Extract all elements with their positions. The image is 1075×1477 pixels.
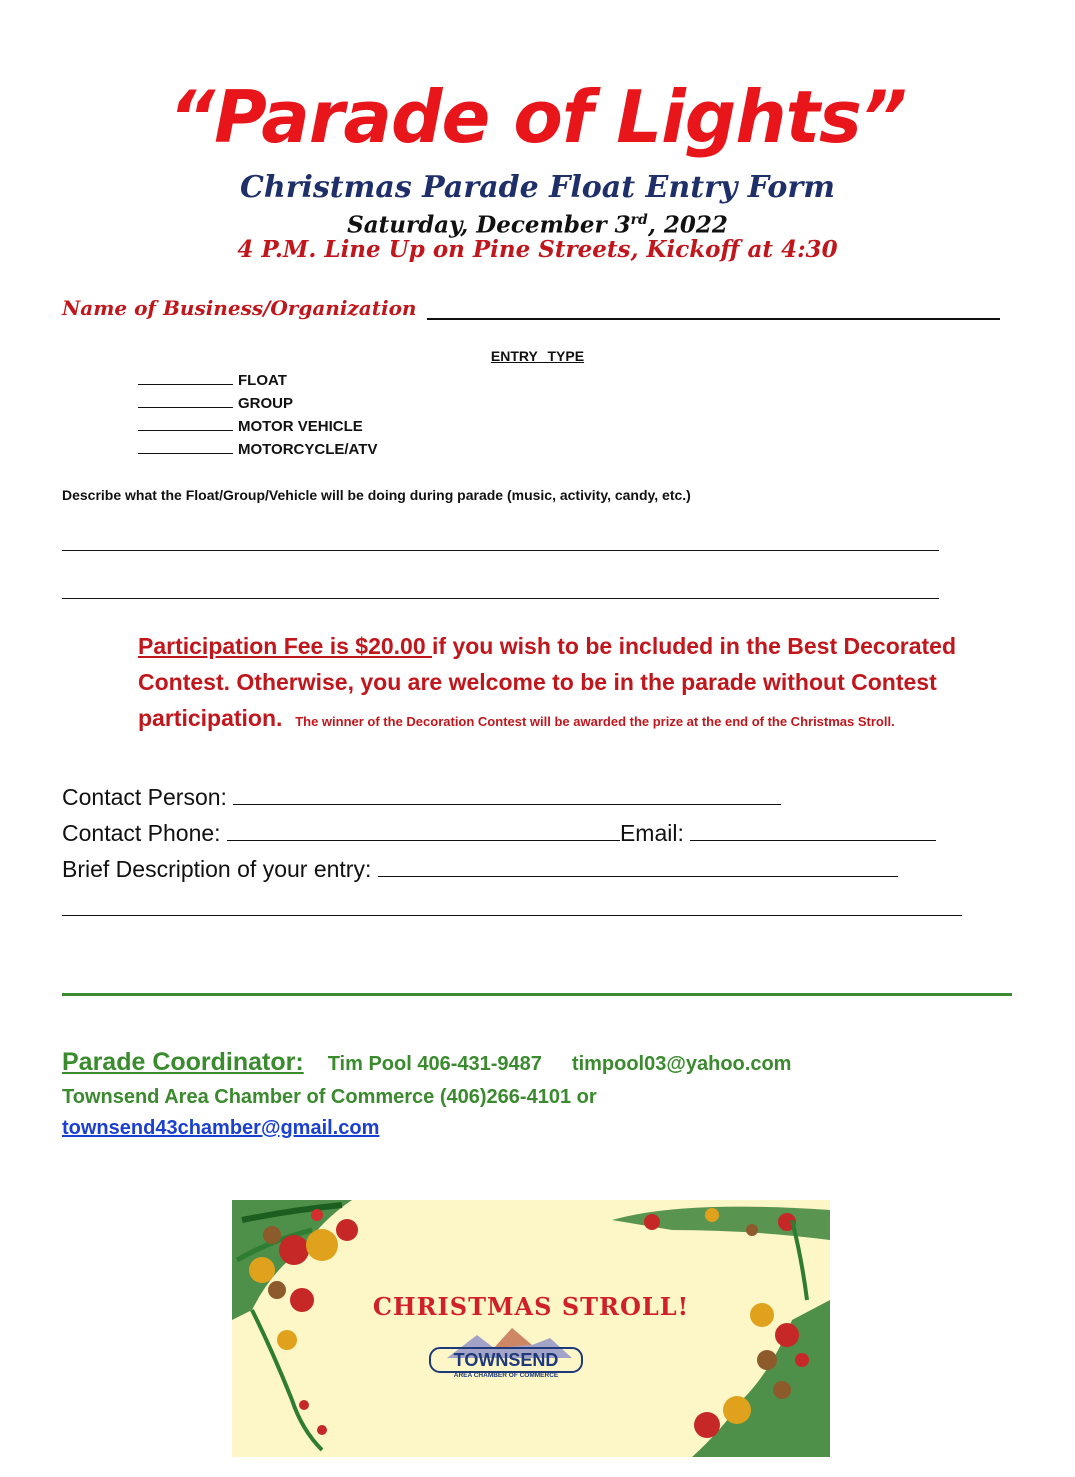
event-date-year: , 2022 — [647, 211, 728, 239]
form-subtitle: Christmas Parade Float Entry Form — [240, 170, 835, 205]
describe-label: Describe what the Float/Group/Vehicle will be doing during parade (music, activity, candy, etc.) — [62, 487, 691, 503]
townsend-logo-subtitle: AREA CHAMBER OF COMMERCE — [453, 1372, 559, 1379]
page-title: “Parade of Lights” — [168, 75, 907, 159]
entry-type-heading: ENTRY TYPE — [490, 348, 585, 364]
event-date-main: Saturday, December 3 — [347, 211, 631, 239]
business-name-row — [62, 294, 1002, 324]
contact-person-label: Contact Person: — [62, 784, 227, 810]
brief-description-line-2[interactable] — [62, 915, 962, 916]
fee-amount: Participation Fee is $20.00 — [138, 633, 433, 659]
coordinator-heading: Parade Coordinator: — [62, 1048, 304, 1076]
contact-person-row — [62, 781, 781, 813]
lineup-time: 4 P.M. Line Up on Pine Streets, Kickoff at 4:30 — [237, 236, 838, 263]
entry-option-blank[interactable] — [138, 393, 233, 408]
coordinator-email: timpool03@yahoo.com — [571, 1053, 792, 1075]
coordinator-name-phone: Tim Pool 406-431-9487 — [327, 1053, 542, 1075]
email-field[interactable] — [690, 820, 936, 841]
contact-person-field[interactable] — [233, 784, 781, 805]
entry-option-label: FLOAT — [238, 372, 287, 389]
entry-option-blank[interactable] — [138, 439, 233, 454]
banner-title: CHRISTMAS STROLL! — [372, 1292, 690, 1321]
fee-description: if you wish to be included in the Best Decorated Contest. Otherwise, you are welcome to be in the parade without Contest participation. — [138, 633, 956, 731]
describe-line-2[interactable] — [62, 598, 939, 599]
business-name-label: Name of Business/Organization — [62, 296, 417, 320]
entry-option-label: GROUP — [238, 395, 294, 412]
entry-option-blank[interactable] — [138, 370, 233, 385]
brief-description-row — [62, 853, 898, 885]
townsend-logo-name: TOWNSEND — [453, 1350, 559, 1370]
entry-option-motorcycle[interactable] — [138, 439, 377, 461]
coordinator-row — [62, 1044, 791, 1084]
contact-phone-label: Contact Phone: — [62, 820, 221, 846]
entry-option-label: MOTOR VEHICLE — [238, 418, 363, 435]
entry-option-blank[interactable] — [138, 416, 233, 431]
entry-option-label: MOTORCYCLE/ATV — [238, 441, 378, 458]
contact-phone-field[interactable] — [227, 820, 620, 841]
brief-description-field[interactable] — [378, 856, 898, 877]
entry-option-motor-vehicle[interactable] — [138, 416, 363, 438]
section-divider — [62, 993, 1012, 996]
christmas-stroll-banner — [232, 1200, 830, 1457]
email-label: Email: — [619, 820, 684, 846]
event-date-suffix: rd — [630, 212, 648, 228]
business-name-field[interactable] — [427, 318, 1000, 320]
entry-option-group[interactable] — [138, 393, 293, 415]
brief-description-label: Brief Description of your entry: — [62, 856, 372, 882]
entry-option-float[interactable] — [138, 370, 287, 392]
contact-phone-row — [62, 817, 936, 849]
describe-line-1[interactable] — [62, 550, 939, 551]
holiday-decoration — [232, 1200, 830, 1457]
fee-prize-note: The winner of the Decoration Contest will be awarded the prize at the end of the Christmas Stroll. — [295, 714, 895, 729]
chamber-email-link[interactable]: townsend43chamber@gmail.com — [62, 1117, 380, 1139]
chamber-contact: Townsend Area Chamber of Commerce (406)266-4101 or — [62, 1086, 597, 1108]
participation-fee-notice — [138, 628, 1028, 736]
